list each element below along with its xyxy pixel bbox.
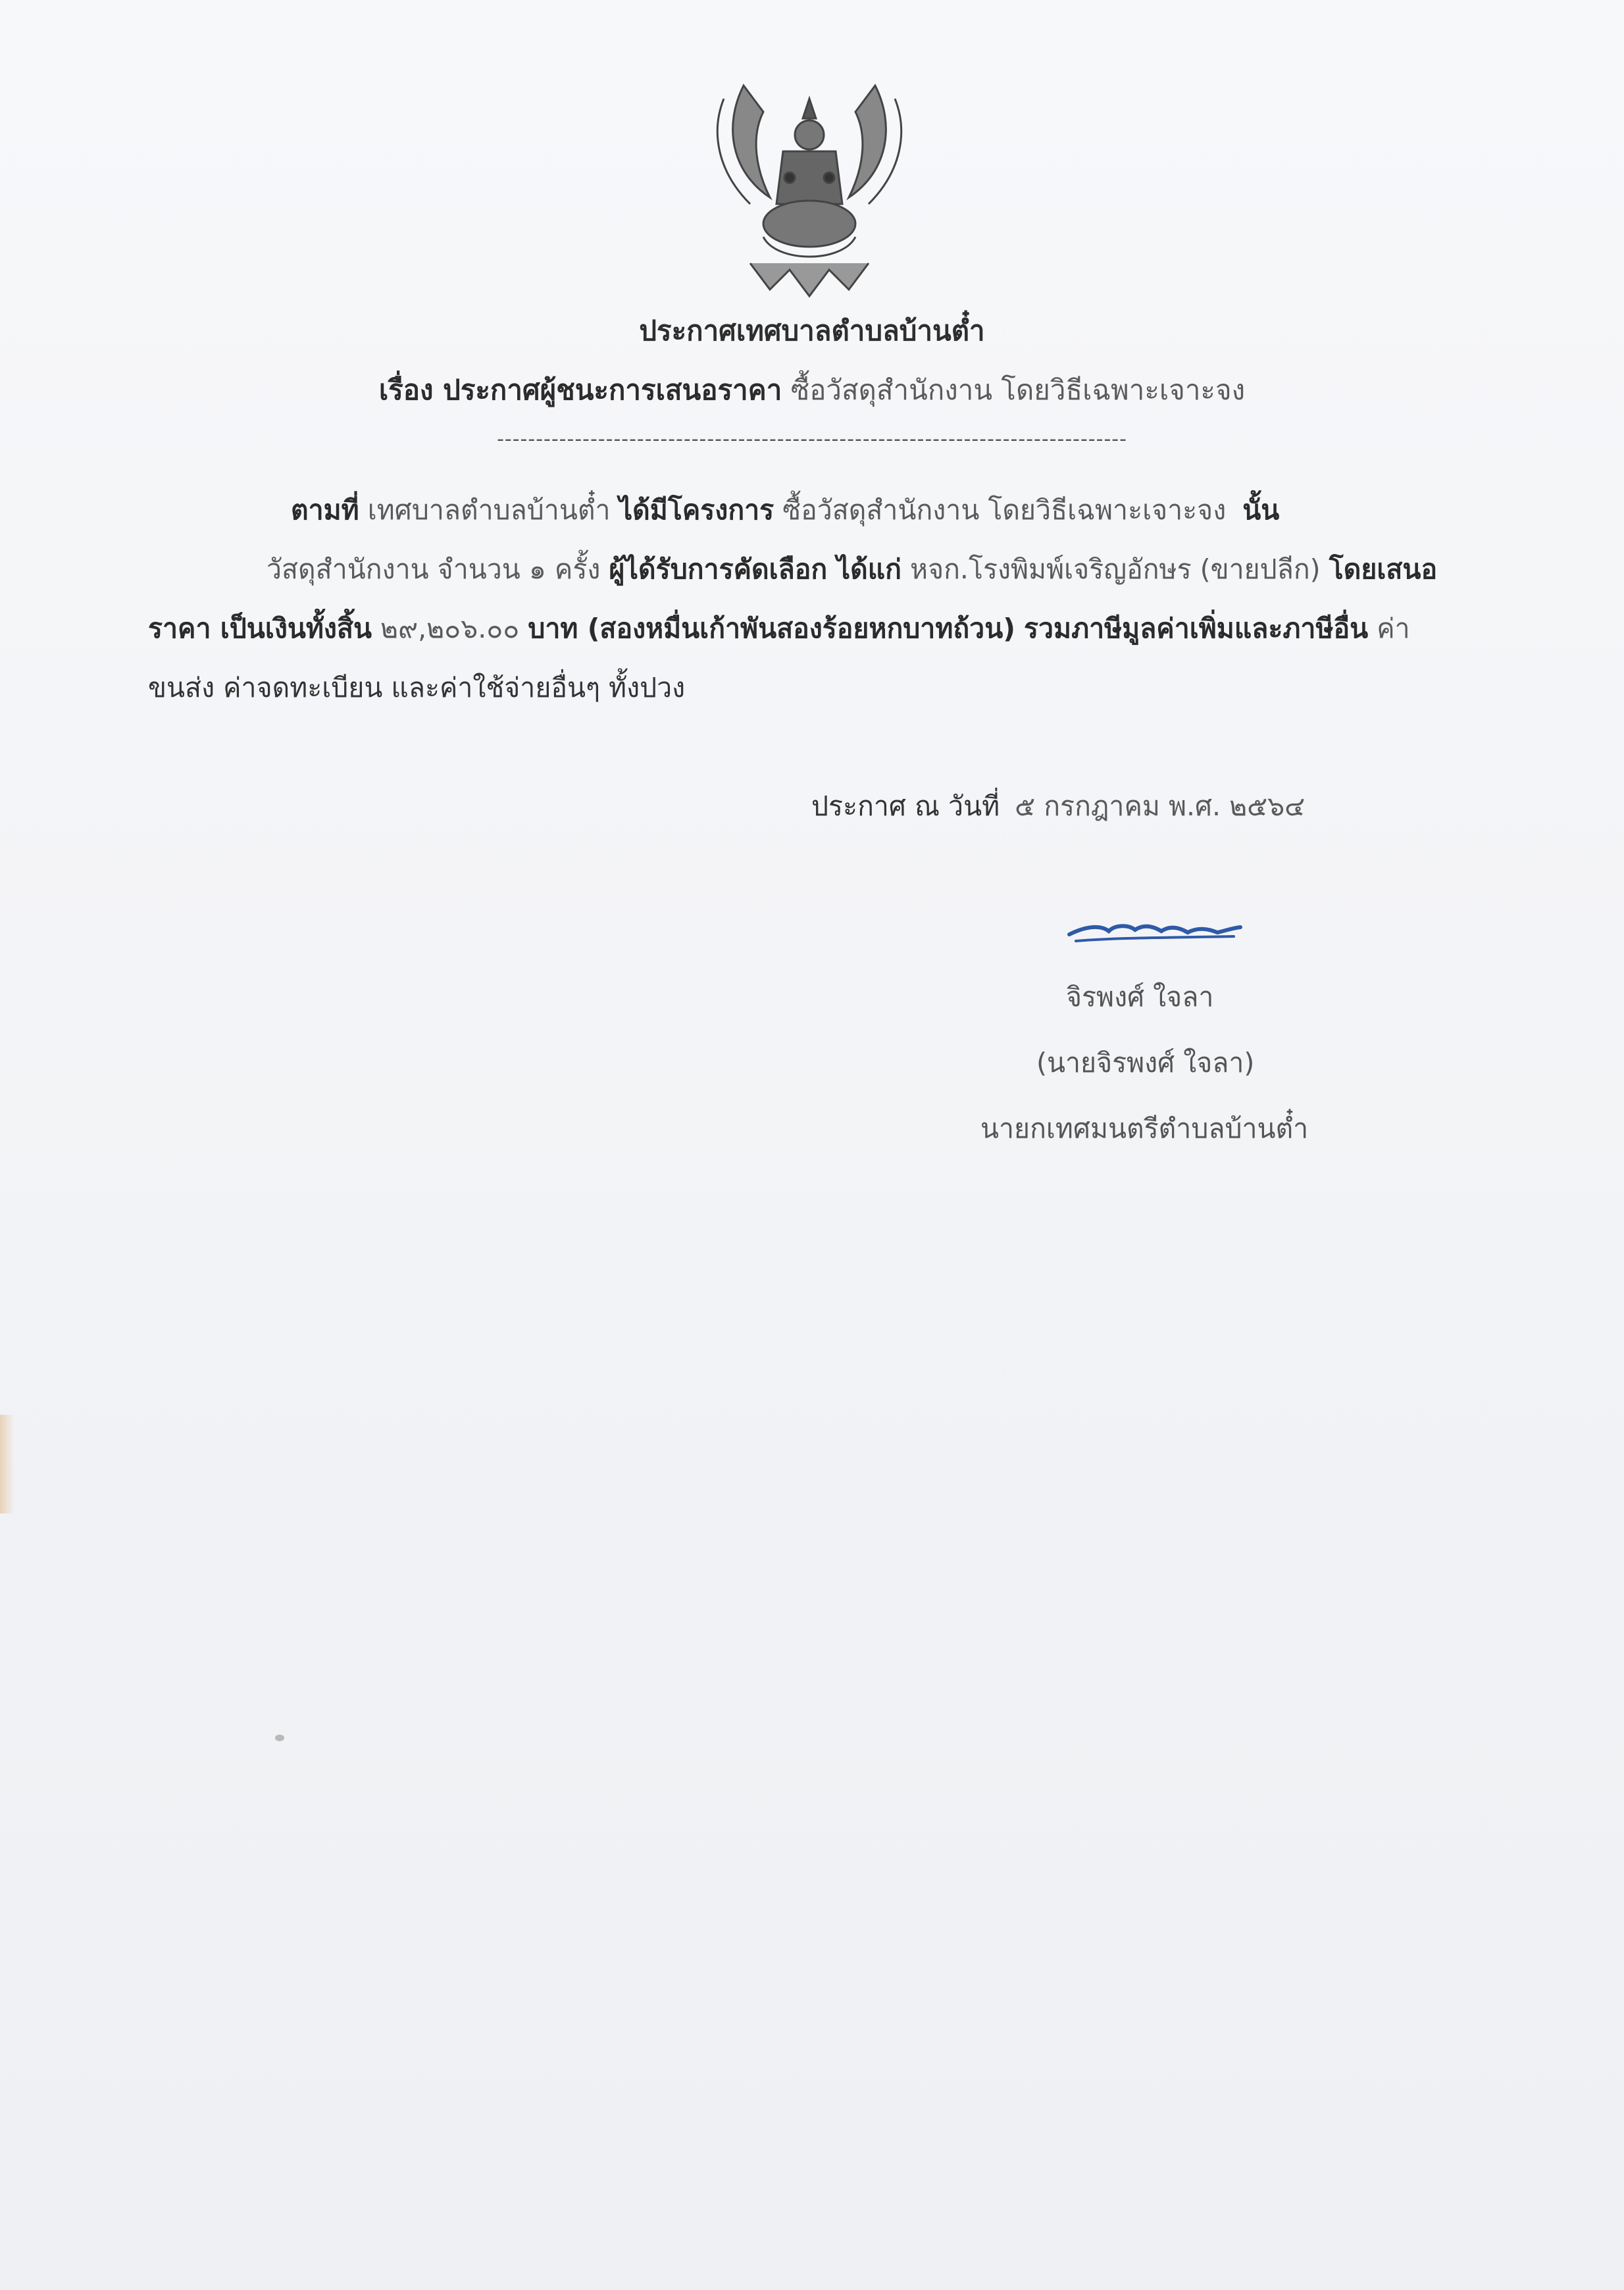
paper-stain	[0, 1415, 14, 1514]
date-label: ประกาศ ณ วันที่	[811, 790, 1000, 822]
signer-full-name: (นายจิรพงศ์ ใจลา)	[1036, 1047, 1255, 1079]
body-l3-d: รวมภาษีมูลค่าเพิ่มและภาษีอื่น	[1024, 613, 1369, 644]
paper-speck	[275, 1735, 284, 1741]
signer-position: นายกเทศมนตรีตำบลบ้านต๋ำ	[980, 1113, 1309, 1144]
date-value: ๕ กรกฎาคม พ.ศ. ๒๕๖๔	[1015, 790, 1306, 822]
body-l2-d: โดยเสนอ	[1329, 553, 1438, 585]
announcement-title: ประกาศเทศบาลตำบลบ้านต๋ำ	[639, 315, 985, 347]
subject-text: ซื้อวัสดุสำนักงาน โดยวิธีเฉพาะเจาะจง	[790, 374, 1246, 406]
body-line-4: ขนส่ง ค่าจดทะเบียน และค่าใช้จ่ายอื่นๆ ทั้งปวง	[148, 672, 686, 703]
body-l2-b: ผู้ได้รับการคัดเลือก ได้แก่	[609, 553, 901, 585]
announcement-subject	[0, 369, 1624, 412]
separator-line: ---------------------------------------------------------------------------------	[497, 428, 1127, 451]
subject-label: เรื่อง ประกาศผู้ชนะการเสนอราคา	[378, 374, 782, 406]
body-l3-b: ๒๙,๒๐๖.๐๐	[380, 613, 520, 644]
handwritten-signature	[1063, 905, 1247, 951]
announcement-date	[811, 785, 1305, 828]
body-l1-e: นั้น	[1242, 494, 1280, 526]
body-line-2	[266, 548, 1437, 591]
body-line-1	[291, 489, 1279, 532]
signer-name: จิรพงศ์ ใจลา	[1066, 981, 1214, 1013]
body-l2-c: หจก.โรงพิมพ์เจริญอักษร (ขายปลีก)	[910, 553, 1321, 585]
body-l3-e: ค่า	[1377, 613, 1410, 644]
body-l1-b: เทศบาลตำบลบ้านต๋ำ	[367, 494, 611, 526]
garuda-emblem-icon	[704, 72, 915, 303]
body-l1-d: ซื้อวัสดุสำนักงาน โดยวิธีเฉพาะเจาะจง	[782, 494, 1227, 526]
body-line-3	[148, 607, 1410, 650]
body-l3-a: ราคา เป็นเงินทั้งสิ้น	[148, 613, 372, 644]
body-l2-a: วัสดุสำนักงาน จำนวน ๑ ครั้ง	[266, 553, 601, 585]
body-l1-c: ได้มีโครงการ	[619, 494, 774, 526]
body-l3-c: บาท (สองหมื่นเก้าพันสองร้อยหกบาทถ้วน)	[528, 613, 1015, 644]
body-l1-a: ตามที่	[291, 494, 359, 526]
